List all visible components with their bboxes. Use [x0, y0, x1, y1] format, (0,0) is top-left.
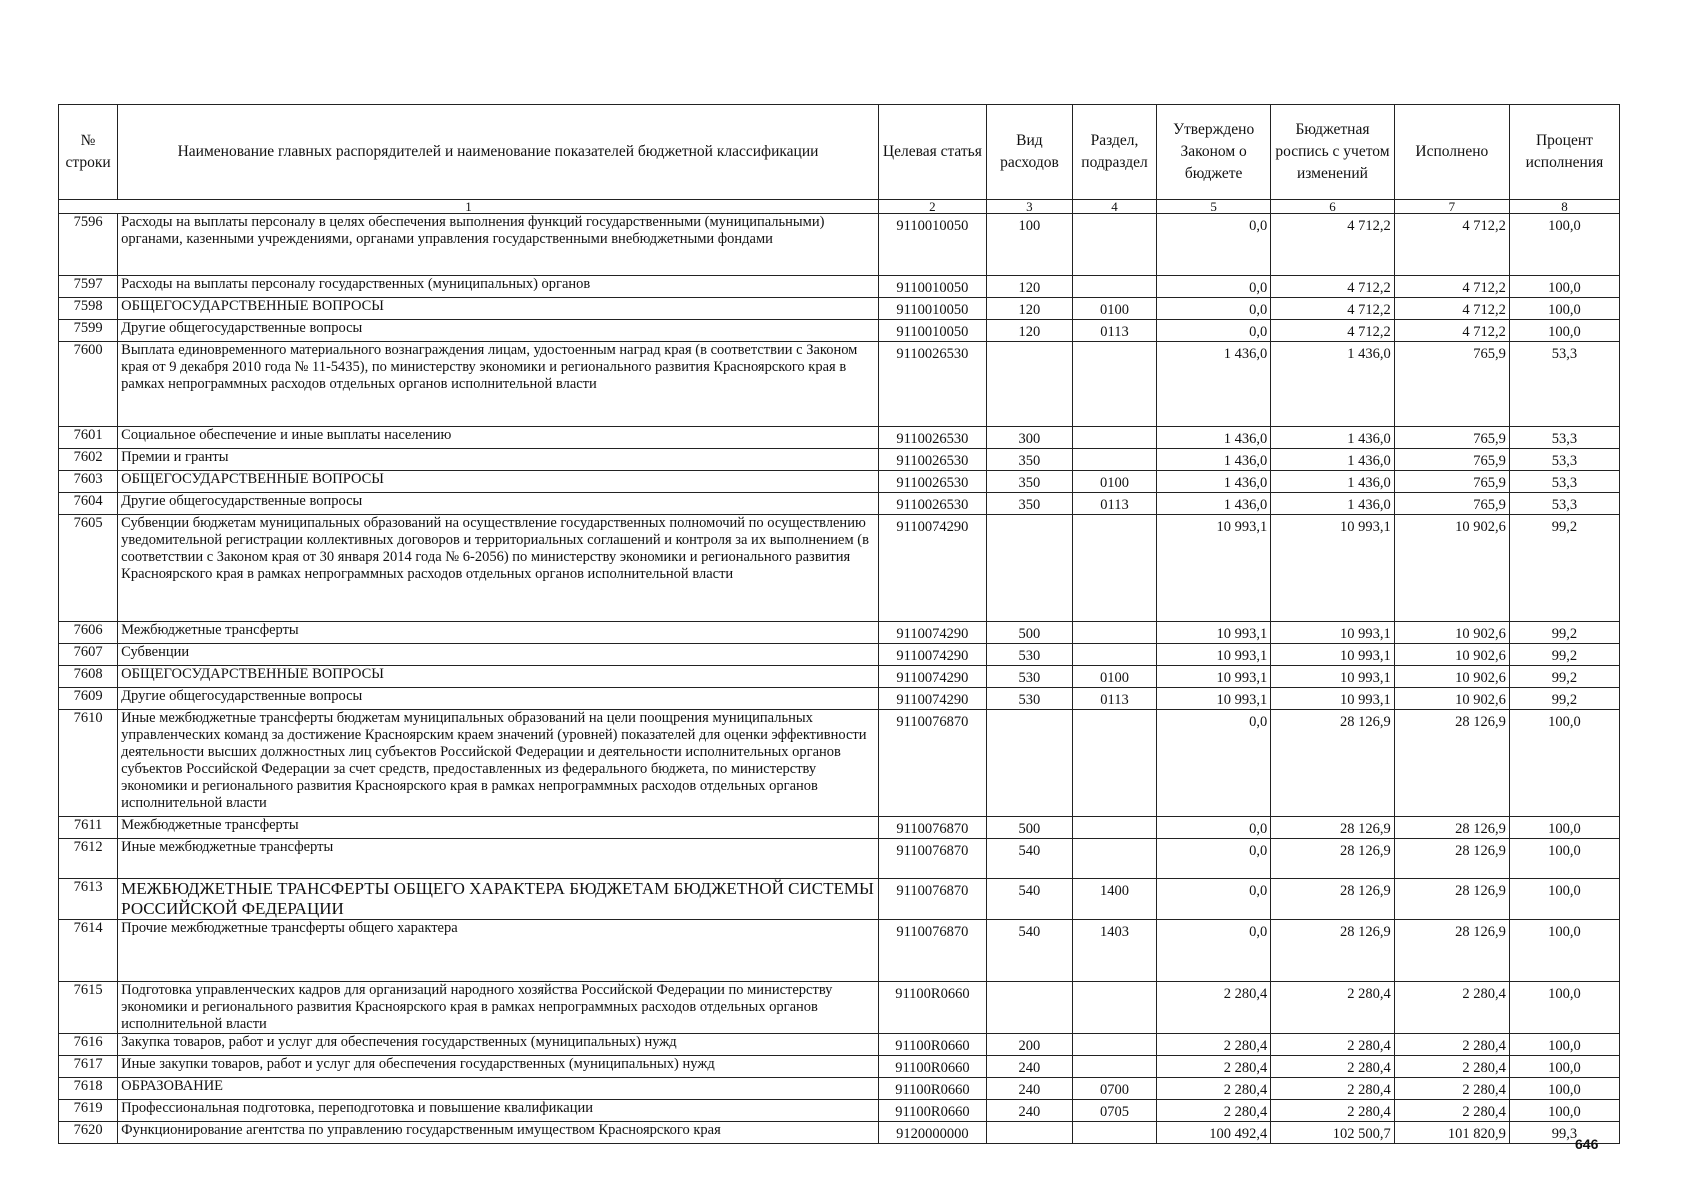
row-section [1073, 515, 1157, 622]
row-section [1073, 214, 1157, 276]
row-executed: 4 712,2 [1394, 320, 1509, 342]
row-approved: 10 993,1 [1157, 666, 1271, 688]
header-approved: Утверждено Законом о бюджете [1157, 105, 1271, 200]
row-name: Субвенции [118, 644, 879, 666]
header-row-no: № строки [59, 105, 118, 200]
row-percent: 53,3 [1509, 493, 1619, 515]
row-number: 7617 [59, 1056, 118, 1078]
row-executed: 4 712,2 [1394, 276, 1509, 298]
row-expense-type [986, 982, 1072, 1034]
row-name: ОБЩЕГОСУДАРСТВЕННЫЕ ВОПРОСЫ [118, 298, 879, 320]
row-target-article: 9110026530 [878, 493, 986, 515]
row-expense-type [986, 342, 1072, 427]
row-section [1073, 644, 1157, 666]
row-section: 0113 [1073, 688, 1157, 710]
row-number: 7612 [59, 839, 118, 879]
row-name: Межбюджетные трансферты [118, 622, 879, 644]
row-number: 7607 [59, 644, 118, 666]
row-expense-type: 500 [986, 817, 1072, 839]
page-number: 646 [1575, 1136, 1599, 1152]
row-name: Выплата единовременного материального вознаграждения лицам, удостоенным наград края (в соответствии с Законом края от 9 декабря 2010 года № 11-5435), по министерству экономики и регионального развития Красноярского края в рамках непрограммных расходов отдельных органов исполнительной власти [118, 342, 879, 427]
row-executed: 10 902,6 [1394, 622, 1509, 644]
row-percent: 100,0 [1509, 839, 1619, 879]
row-planned: 2 280,4 [1271, 1078, 1395, 1100]
row-expense-type: 530 [986, 644, 1072, 666]
row-section: 1400 [1073, 879, 1157, 920]
row-section [1073, 622, 1157, 644]
row-planned: 28 126,9 [1271, 879, 1395, 920]
row-executed: 10 902,6 [1394, 644, 1509, 666]
row-planned: 2 280,4 [1271, 1100, 1395, 1122]
row-target-article: 9110026530 [878, 471, 986, 493]
column-number: 1 [59, 200, 879, 214]
row-approved: 1 436,0 [1157, 342, 1271, 427]
row-expense-type: 540 [986, 879, 1072, 920]
row-approved: 0,0 [1157, 839, 1271, 879]
row-approved: 10 993,1 [1157, 644, 1271, 666]
row-name: МЕЖБЮДЖЕТНЫЕ ТРАНСФЕРТЫ ОБЩЕГО ХАРАКТЕРА БЮДЖЕТАМ БЮДЖЕТНОЙ СИСТЕМЫ РОССИЙСКОЙ ФЕДЕРАЦИИ [118, 879, 879, 920]
row-approved: 1 436,0 [1157, 449, 1271, 471]
row-approved: 2 280,4 [1157, 1078, 1271, 1100]
table-row [59, 1078, 1620, 1100]
table-row [59, 1056, 1620, 1078]
budget-table [58, 104, 1620, 1144]
row-target-article: 91100R0660 [878, 1100, 986, 1122]
row-section [1073, 710, 1157, 817]
row-executed: 10 902,6 [1394, 515, 1509, 622]
row-executed: 2 280,4 [1394, 1078, 1509, 1100]
row-executed: 4 712,2 [1394, 214, 1509, 276]
table-row [59, 515, 1620, 622]
header-section: Раздел, подраздел [1073, 105, 1157, 200]
table-row [59, 920, 1620, 982]
row-expense-type: 200 [986, 1034, 1072, 1056]
row-executed: 2 280,4 [1394, 1056, 1509, 1078]
row-section: 0100 [1073, 471, 1157, 493]
row-target-article: 9110026530 [878, 342, 986, 427]
row-executed: 765,9 [1394, 427, 1509, 449]
column-number: 5 [1157, 200, 1271, 214]
row-planned: 2 280,4 [1271, 1056, 1395, 1078]
row-expense-type: 100 [986, 214, 1072, 276]
row-executed: 28 126,9 [1394, 817, 1509, 839]
row-name: Другие общегосударственные вопросы [118, 320, 879, 342]
row-approved: 2 280,4 [1157, 1034, 1271, 1056]
table-row [59, 1122, 1620, 1144]
row-approved: 1 436,0 [1157, 427, 1271, 449]
row-target-article: 9110010050 [878, 320, 986, 342]
row-planned: 1 436,0 [1271, 449, 1395, 471]
row-section [1073, 449, 1157, 471]
row-target-article: 9110074290 [878, 666, 986, 688]
row-approved: 2 280,4 [1157, 982, 1271, 1034]
row-expense-type: 530 [986, 666, 1072, 688]
row-planned: 10 993,1 [1271, 666, 1395, 688]
row-number: 7611 [59, 817, 118, 839]
row-percent: 100,0 [1509, 982, 1619, 1034]
row-percent: 100,0 [1509, 1100, 1619, 1122]
table-row [59, 666, 1620, 688]
row-percent: 99,2 [1509, 688, 1619, 710]
row-approved: 0,0 [1157, 276, 1271, 298]
row-executed: 765,9 [1394, 342, 1509, 427]
row-expense-type: 120 [986, 276, 1072, 298]
row-target-article: 9110074290 [878, 644, 986, 666]
row-approved: 0,0 [1157, 320, 1271, 342]
table-row [59, 449, 1620, 471]
table-row [59, 688, 1620, 710]
row-target-article: 91100R0660 [878, 1056, 986, 1078]
row-expense-type: 350 [986, 471, 1072, 493]
row-section [1073, 817, 1157, 839]
row-percent: 99,2 [1509, 515, 1619, 622]
column-number: 7 [1394, 200, 1509, 214]
table-row [59, 1034, 1620, 1056]
row-planned: 28 126,9 [1271, 710, 1395, 817]
row-number: 7613 [59, 879, 118, 920]
row-executed: 28 126,9 [1394, 839, 1509, 879]
row-executed: 2 280,4 [1394, 1100, 1509, 1122]
row-executed: 101 820,9 [1394, 1122, 1509, 1144]
row-name: ОБЩЕГОСУДАРСТВЕННЫЕ ВОПРОСЫ [118, 471, 879, 493]
row-expense-type: 540 [986, 839, 1072, 879]
header-type: Вид расходов [986, 105, 1072, 200]
row-section: 1403 [1073, 920, 1157, 982]
row-approved: 1 436,0 [1157, 493, 1271, 515]
row-name: Другие общегосударственные вопросы [118, 493, 879, 515]
row-name: Другие общегосударственные вопросы [118, 688, 879, 710]
row-section: 0700 [1073, 1078, 1157, 1100]
row-percent: 99,2 [1509, 666, 1619, 688]
row-approved: 0,0 [1157, 817, 1271, 839]
header-target: Целевая статья [878, 105, 986, 200]
row-executed: 765,9 [1394, 449, 1509, 471]
column-number: 2 [878, 200, 986, 214]
row-planned: 4 712,2 [1271, 276, 1395, 298]
table-row [59, 298, 1620, 320]
table-row [59, 276, 1620, 298]
row-expense-type: 500 [986, 622, 1072, 644]
row-expense-type [986, 1122, 1072, 1144]
row-number: 7600 [59, 342, 118, 427]
row-planned: 28 126,9 [1271, 817, 1395, 839]
row-percent: 100,0 [1509, 276, 1619, 298]
row-number: 7599 [59, 320, 118, 342]
column-number: 8 [1509, 200, 1619, 214]
row-percent: 53,3 [1509, 342, 1619, 427]
column-numbers-row [59, 200, 1620, 214]
row-target-article: 9110010050 [878, 214, 986, 276]
row-number: 7609 [59, 688, 118, 710]
row-section [1073, 839, 1157, 879]
row-name: Расходы на выплаты персоналу государственных (муниципальных) органов [118, 276, 879, 298]
row-number: 7601 [59, 427, 118, 449]
row-executed: 2 280,4 [1394, 1034, 1509, 1056]
row-number: 7604 [59, 493, 118, 515]
row-executed: 28 126,9 [1394, 879, 1509, 920]
row-expense-type: 350 [986, 449, 1072, 471]
row-name: Субвенции бюджетам муниципальных образований на осуществление государственных полномочий по осуществлению уведомительной регистрации коллективных договоров и территориальных соглашений и контроля за их выполнением (в соответствии с Законом края от 30 января 2014 года № 6-2056) по министерству экономики и регионального развития Красноярского края в рамках непрограммных расходов отдельных органов исполнительной власти [118, 515, 879, 622]
table-row [59, 214, 1620, 276]
row-approved: 0,0 [1157, 879, 1271, 920]
row-number: 7620 [59, 1122, 118, 1144]
row-approved: 10 993,1 [1157, 688, 1271, 710]
row-name: Межбюджетные трансферты [118, 817, 879, 839]
row-expense-type: 240 [986, 1056, 1072, 1078]
row-number: 7616 [59, 1034, 118, 1056]
row-approved: 0,0 [1157, 214, 1271, 276]
row-percent: 53,3 [1509, 471, 1619, 493]
row-number: 7615 [59, 982, 118, 1034]
row-target-article: 9110010050 [878, 298, 986, 320]
row-number: 7614 [59, 920, 118, 982]
header-planned: Бюджетная роспись с учетом изменений [1271, 105, 1395, 200]
row-section [1073, 1034, 1157, 1056]
row-approved: 10 993,1 [1157, 622, 1271, 644]
row-expense-type: 120 [986, 320, 1072, 342]
row-approved: 0,0 [1157, 710, 1271, 817]
row-expense-type [986, 515, 1072, 622]
row-target-article: 9110026530 [878, 449, 986, 471]
row-section: 0113 [1073, 493, 1157, 515]
row-executed: 765,9 [1394, 493, 1509, 515]
row-name: Профессиональная подготовка, переподготовка и повышение квалификации [118, 1100, 879, 1122]
row-name: Премии и гранты [118, 449, 879, 471]
row-target-article: 9110074290 [878, 622, 986, 644]
row-section [1073, 1056, 1157, 1078]
column-number: 6 [1271, 200, 1395, 214]
row-percent: 53,3 [1509, 427, 1619, 449]
row-approved: 2 280,4 [1157, 1100, 1271, 1122]
row-name: Расходы на выплаты персоналу в целях обеспечения выполнения функций государственными (муниципальными) органами, казенными учреждениями, органами управления государственными внебюджетными фондами [118, 214, 879, 276]
row-executed: 28 126,9 [1394, 920, 1509, 982]
row-percent: 100,0 [1509, 320, 1619, 342]
table-row [59, 471, 1620, 493]
row-approved: 10 993,1 [1157, 515, 1271, 622]
row-planned: 1 436,0 [1271, 342, 1395, 427]
table-row [59, 320, 1620, 342]
row-percent: 99,2 [1509, 622, 1619, 644]
row-executed: 4 712,2 [1394, 298, 1509, 320]
row-expense-type [986, 710, 1072, 817]
row-target-article: 9110010050 [878, 276, 986, 298]
row-name: Социальное обеспечение и иные выплаты населению [118, 427, 879, 449]
row-percent: 53,3 [1509, 449, 1619, 471]
column-number: 3 [986, 200, 1072, 214]
row-planned: 2 280,4 [1271, 982, 1395, 1034]
table-row [59, 710, 1620, 817]
row-planned: 1 436,0 [1271, 493, 1395, 515]
row-percent: 100,0 [1509, 1056, 1619, 1078]
row-expense-type: 120 [986, 298, 1072, 320]
row-approved: 0,0 [1157, 298, 1271, 320]
row-approved: 100 492,4 [1157, 1122, 1271, 1144]
row-planned: 10 993,1 [1271, 622, 1395, 644]
row-planned: 28 126,9 [1271, 920, 1395, 982]
row-percent: 100,0 [1509, 920, 1619, 982]
row-name: ОБРАЗОВАНИЕ [118, 1078, 879, 1100]
table-row [59, 622, 1620, 644]
table-body [59, 214, 1620, 1144]
row-target-article: 9120000000 [878, 1122, 986, 1144]
column-number: 4 [1073, 200, 1157, 214]
row-percent: 100,0 [1509, 1034, 1619, 1056]
header-row [59, 105, 1620, 200]
row-planned: 102 500,7 [1271, 1122, 1395, 1144]
row-planned: 4 712,2 [1271, 214, 1395, 276]
row-percent: 100,0 [1509, 710, 1619, 817]
row-planned: 2 280,4 [1271, 1034, 1395, 1056]
table-row [59, 879, 1620, 920]
row-section [1073, 342, 1157, 427]
row-approved: 0,0 [1157, 920, 1271, 982]
row-expense-type: 300 [986, 427, 1072, 449]
row-percent: 100,0 [1509, 214, 1619, 276]
row-section [1073, 427, 1157, 449]
row-executed: 2 280,4 [1394, 982, 1509, 1034]
row-percent: 100,0 [1509, 879, 1619, 920]
row-target-article: 9110074290 [878, 515, 986, 622]
row-target-article: 9110074290 [878, 688, 986, 710]
table-row [59, 644, 1620, 666]
row-target-article: 9110076870 [878, 817, 986, 839]
row-name: Иные закупки товаров, работ и услуг для обеспечения государственных (муниципальных) нужд [118, 1056, 879, 1078]
row-planned: 4 712,2 [1271, 298, 1395, 320]
row-approved: 2 280,4 [1157, 1056, 1271, 1078]
row-planned: 1 436,0 [1271, 427, 1395, 449]
row-target-article: 91100R0660 [878, 1034, 986, 1056]
row-name: Подготовка управленческих кадров для организаций народного хозяйства Российской Федерации по министерству экономики и регионального развития Красноярского края в рамках непрограммных расходов отдельных органов исполнительной власти [118, 982, 879, 1034]
row-target-article: 91100R0660 [878, 1078, 986, 1100]
row-executed: 765,9 [1394, 471, 1509, 493]
row-section [1073, 982, 1157, 1034]
row-name: Прочие межбюджетные трансферты общего характера [118, 920, 879, 982]
row-planned: 10 993,1 [1271, 515, 1395, 622]
row-number: 7605 [59, 515, 118, 622]
row-expense-type: 530 [986, 688, 1072, 710]
row-planned: 10 993,1 [1271, 688, 1395, 710]
row-expense-type: 350 [986, 493, 1072, 515]
row-number: 7608 [59, 666, 118, 688]
row-name: Закупка товаров, работ и услуг для обеспечения государственных (муниципальных) нужд [118, 1034, 879, 1056]
row-number: 7618 [59, 1078, 118, 1100]
row-name: Функционирование агентства по управлению государственным имуществом Красноярского края [118, 1122, 879, 1144]
row-executed: 10 902,6 [1394, 688, 1509, 710]
row-section [1073, 1122, 1157, 1144]
row-target-article: 91100R0660 [878, 982, 986, 1034]
row-executed: 10 902,6 [1394, 666, 1509, 688]
row-number: 7603 [59, 471, 118, 493]
row-approved: 1 436,0 [1157, 471, 1271, 493]
row-target-article: 9110076870 [878, 920, 986, 982]
row-number: 7596 [59, 214, 118, 276]
row-expense-type: 540 [986, 920, 1072, 982]
row-expense-type: 240 [986, 1100, 1072, 1122]
table-row [59, 1100, 1620, 1122]
table-row [59, 342, 1620, 427]
row-target-article: 9110076870 [878, 839, 986, 879]
row-planned: 1 436,0 [1271, 471, 1395, 493]
row-name: Иные межбюджетные трансферты бюджетам муниципальных образований на цели поощрения муниципальных управленческих команд за достижение Красноярским краем значений (уровней) показателей для оценки эффективности деятельности высших должностных лиц субъектов Российской Федерации и деятельности исполнительных органов субъектов Российской Федерации за счет средств, предоставленных из федерального бюджета, по министерству экономики и регионального развития Красноярского края в рамках непрограммных расходов отдельных органов исполнительной власти [118, 710, 879, 817]
row-name: ОБЩЕГОСУДАРСТВЕННЫЕ ВОПРОСЫ [118, 666, 879, 688]
row-planned: 28 126,9 [1271, 839, 1395, 879]
table-row [59, 493, 1620, 515]
row-target-article: 9110076870 [878, 710, 986, 817]
header-executed: Исполнено [1394, 105, 1509, 200]
row-planned: 4 712,2 [1271, 320, 1395, 342]
row-number: 7610 [59, 710, 118, 817]
row-percent: 100,0 [1509, 298, 1619, 320]
table-row [59, 817, 1620, 839]
row-executed: 28 126,9 [1394, 710, 1509, 817]
row-section: 0100 [1073, 298, 1157, 320]
row-percent: 100,0 [1509, 1078, 1619, 1100]
row-section [1073, 276, 1157, 298]
row-number: 7597 [59, 276, 118, 298]
row-target-article: 9110026530 [878, 427, 986, 449]
table-row [59, 839, 1620, 879]
header-name: Наименование главных распорядителей и наименование показателей бюджетной классификации [118, 105, 879, 200]
row-section: 0113 [1073, 320, 1157, 342]
row-planned: 10 993,1 [1271, 644, 1395, 666]
row-name: Иные межбюджетные трансферты [118, 839, 879, 879]
row-expense-type: 240 [986, 1078, 1072, 1100]
table-row [59, 982, 1620, 1034]
row-section: 0705 [1073, 1100, 1157, 1122]
row-section: 0100 [1073, 666, 1157, 688]
row-number: 7602 [59, 449, 118, 471]
row-number: 7606 [59, 622, 118, 644]
table-row [59, 427, 1620, 449]
row-number: 7619 [59, 1100, 118, 1122]
row-percent: 99,3 [1509, 1122, 1619, 1144]
row-percent: 100,0 [1509, 817, 1619, 839]
row-percent: 99,2 [1509, 644, 1619, 666]
row-number: 7598 [59, 298, 118, 320]
header-percent: Процент исполнения [1509, 105, 1619, 200]
row-target-article: 9110076870 [878, 879, 986, 920]
